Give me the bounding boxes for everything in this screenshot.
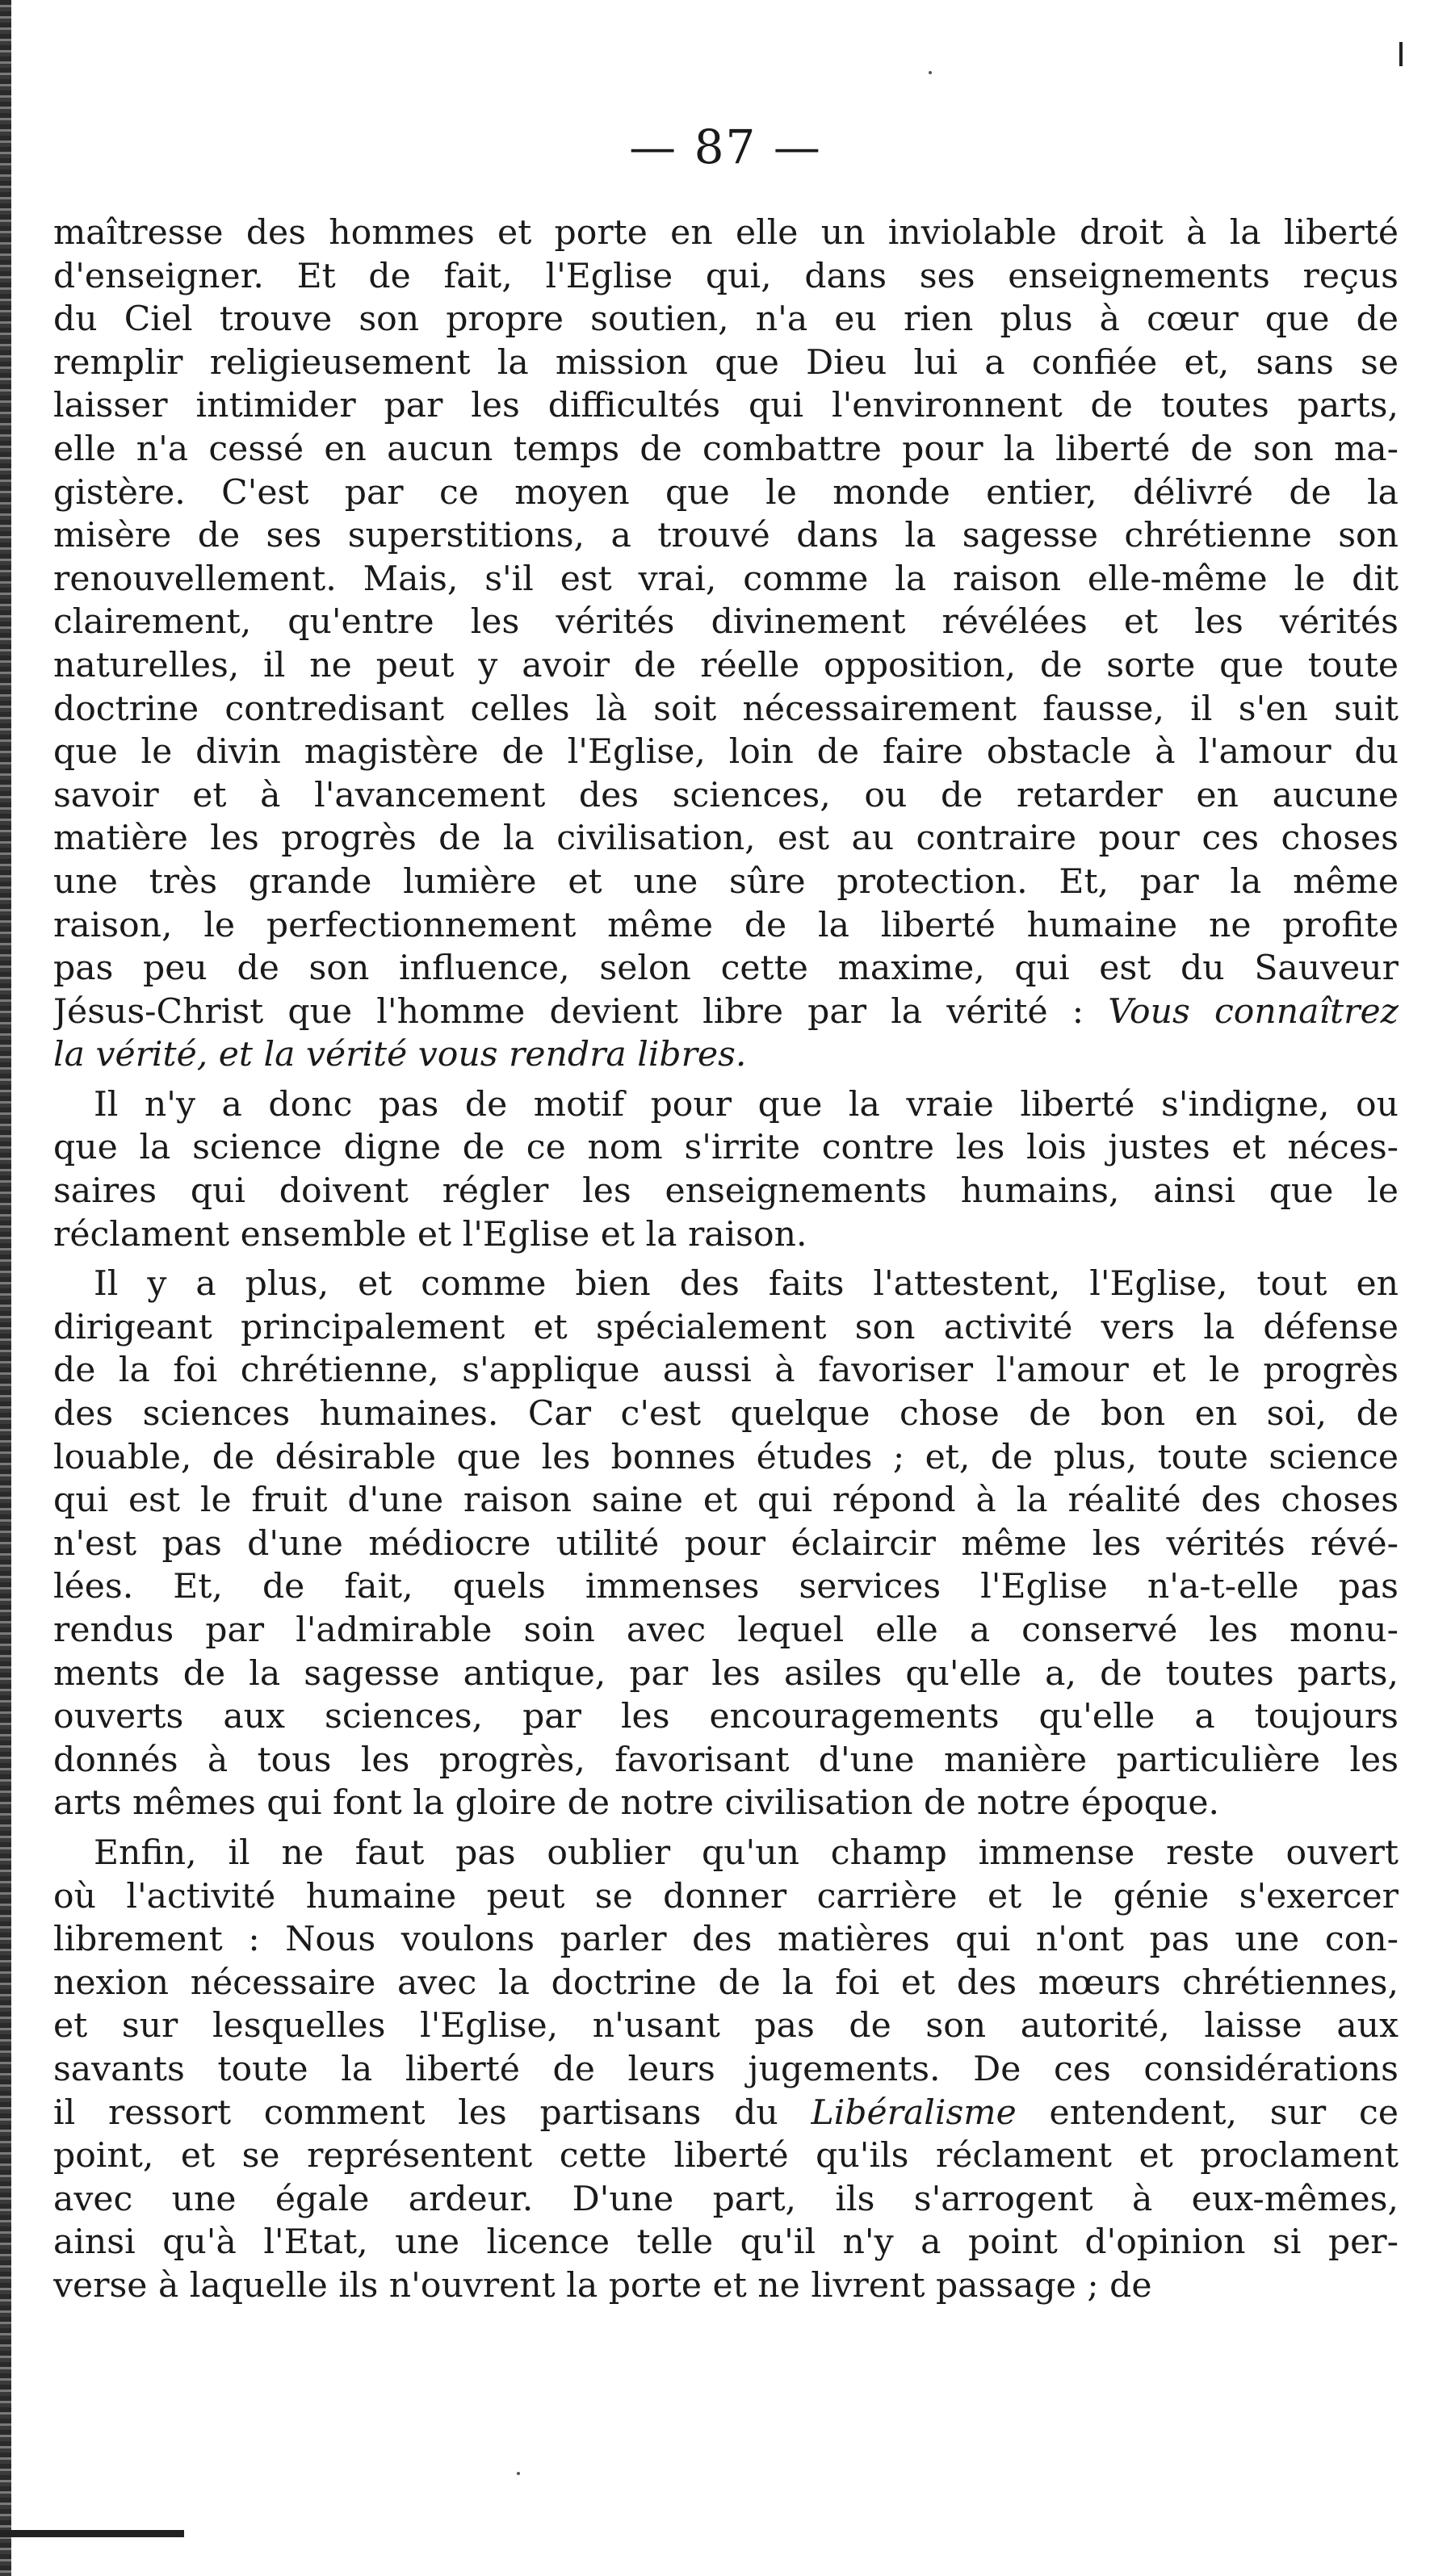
text-line: qui est le fruit d'une raison saine et qui répond à la réalité des choses — [53, 1481, 1399, 1521]
text-line: maîtresse des hommes et porte en elle un inviolable droit à la liberté — [53, 213, 1399, 253]
text-line: lées. Et, de fait, quels immenses services l'Eglise n'a-t-elle pas — [53, 1567, 1399, 1607]
text-line: des sciences humaines. Car c'est quelque chose de bon en soi, de — [53, 1394, 1399, 1435]
text-line: arts mêmes qui font la gloire de notre civilisation de notre époque. — [53, 1783, 1220, 1824]
scan-speck — [929, 71, 932, 74]
text-line: naturelles, il ne peut y avoir de réelle opposition, de sorte que toute — [53, 645, 1399, 685]
italic-emphasis: la vérité, et la vérité vous rendra libres. — [53, 1035, 747, 1075]
text-line: Enfin, il ne faut pas oublier qu'un champ immense reste ouvert — [94, 1833, 1399, 1873]
text-line: laisser intimider par les difficultés qui l'environnent de toutes parts, — [53, 386, 1399, 426]
scan-edge-rule — [0, 2530, 184, 2537]
text-line: gistère. C'est par ce moyen que le monde entier, délivré de la — [53, 472, 1399, 513]
text-line: donnés à tous les progrès, favorisant d'une manière particulière les — [53, 1740, 1399, 1780]
text-line: du Ciel trouve son propre soutien, n'a eu rien plus à cœur que de — [53, 299, 1399, 340]
text-line: saires qui doivent régler les enseignements humains, ainsi que le — [53, 1171, 1399, 1212]
paragraph — [53, 212, 1399, 1077]
text-line — [53, 1033, 1399, 1077]
text-line: clairement, qu'entre les vérités divinement révélées et les vérités — [53, 602, 1399, 643]
text-line: verse à laquelle ils n'ouvrent la porte et ne livrent passage ; de — [53, 2265, 1152, 2306]
binding-edge — [0, 0, 11, 2576]
text-line: que la science digne de ce nom s'irrite contre les lois justes et néces- — [53, 1128, 1399, 1168]
paragraph — [53, 1263, 1399, 1825]
text-line: doctrine contredisant celles là soit nécessairement fausse, il s'en suit — [53, 689, 1399, 729]
text-line: louable, de désirable que les bonnes études ; et, de plus, toute science — [53, 1437, 1399, 1477]
text-line: réclament ensemble et l'Eglise et la raison. — [53, 1214, 807, 1254]
page-number: — 87 — — [629, 119, 822, 174]
text-line: librement : Nous voulons parler des matières qui n'ont pas une con- — [53, 1920, 1399, 1960]
text-line: ments de la sagesse antique, par les asiles qu'elle a, de toutes parts, — [53, 1653, 1399, 1694]
paragraph-gap — [53, 1825, 1399, 1832]
scan-speck — [517, 2472, 520, 2475]
text-line: renouvellement. Mais, s'il est vrai, comme la raison elle-même le dit — [53, 559, 1399, 599]
text-line: il ressort comment les partisans du Libéralisme entendent, sur ce — [53, 2092, 1399, 2133]
paragraph-gap — [53, 1256, 1399, 1263]
text-line: et sur lesquelles l'Eglise, n'usant pas de son autorité, laisse aux — [53, 2006, 1399, 2046]
text-line: que le divin magistère de l'Eglise, loin de faire obstacle à l'amour du — [53, 732, 1399, 773]
text-line: avec une égale ardeur. D'une part, ils s'arrogent à eux-mêmes, — [53, 2179, 1399, 2219]
text-line: misère de ses superstitions, a trouvé dans la sagesse chrétienne son — [53, 516, 1399, 556]
italic-emphasis: Vous connaîtrez — [1108, 991, 1399, 1032]
text-line: d'enseigner. Et de fait, l'Eglise qui, dans ses enseignements reçus — [53, 256, 1399, 296]
text-line: ainsi qu'à l'Etat, une licence telle qu'il n'y a point d'opinion si per- — [53, 2222, 1399, 2263]
paragraph — [53, 1083, 1399, 1256]
text-line: où l'activité humaine peut se donner carrière et le génie s'exercer — [53, 1876, 1399, 1916]
text-line: rendus par l'admirable soin avec lequel elle a conservé les monu- — [53, 1611, 1399, 1650]
text-line: n'est pas d'une médiocre utilité pour éclaircir même les vérités révé- — [53, 1523, 1399, 1564]
text-line: savants toute la liberté de leurs jugements. De ces considérations — [53, 2049, 1399, 2089]
text-line: matière les progrès de la civilisation, est au contraire pour ces choses — [53, 819, 1399, 859]
text-line: Il y a plus, et comme bien des faits l'attestent, l'Eglise, tout en — [94, 1264, 1399, 1305]
text-line: elle n'a cessé en aucun temps de combattre pour la liberté de son ma- — [53, 429, 1399, 469]
text-line: dirigeant principalement et spécialement son activité vers la défense — [53, 1307, 1399, 1347]
body-text — [53, 212, 1399, 2308]
text-line: Jésus-Christ que l'homme devient libre par la vérité : Vous connaîtrez — [53, 991, 1399, 1032]
paragraph-gap — [53, 1077, 1399, 1083]
text-line: savoir et à l'avancement des sciences, ou de retarder en aucune — [53, 775, 1399, 815]
text-line: ouverts aux sciences, par les encouragements qu'elle a toujours — [53, 1697, 1399, 1737]
scan-mark — [1399, 42, 1403, 66]
text-line: nexion nécessaire avec la doctrine de la foi et des mœurs chrétiennes, — [53, 1962, 1399, 2003]
text-line: une très grande lumière et une sûre protection. Et, par la même — [53, 861, 1399, 902]
text-line: pas peu de son influence, selon cette maxime, qui est du Sauveur — [53, 949, 1399, 989]
paragraph — [53, 1832, 1399, 2308]
text-line: remplir religieusement la mission que Dieu lui a confiée et, sans se — [53, 342, 1399, 383]
italic-emphasis: Libéralisme — [811, 2092, 1017, 2133]
text-line: de la foi chrétienne, s'applique aussi à favoriser l'amour et le progrès — [53, 1351, 1399, 1391]
text-line: raison, le perfectionnement même de la liberté humaine ne profite — [53, 905, 1399, 945]
text-line: point, et se représentent cette liberté qu'ils réclament et proclament — [53, 2136, 1399, 2176]
text-line: Il n'y a donc pas de motif pour que la vraie liberté s'indigne, ou — [94, 1084, 1399, 1125]
